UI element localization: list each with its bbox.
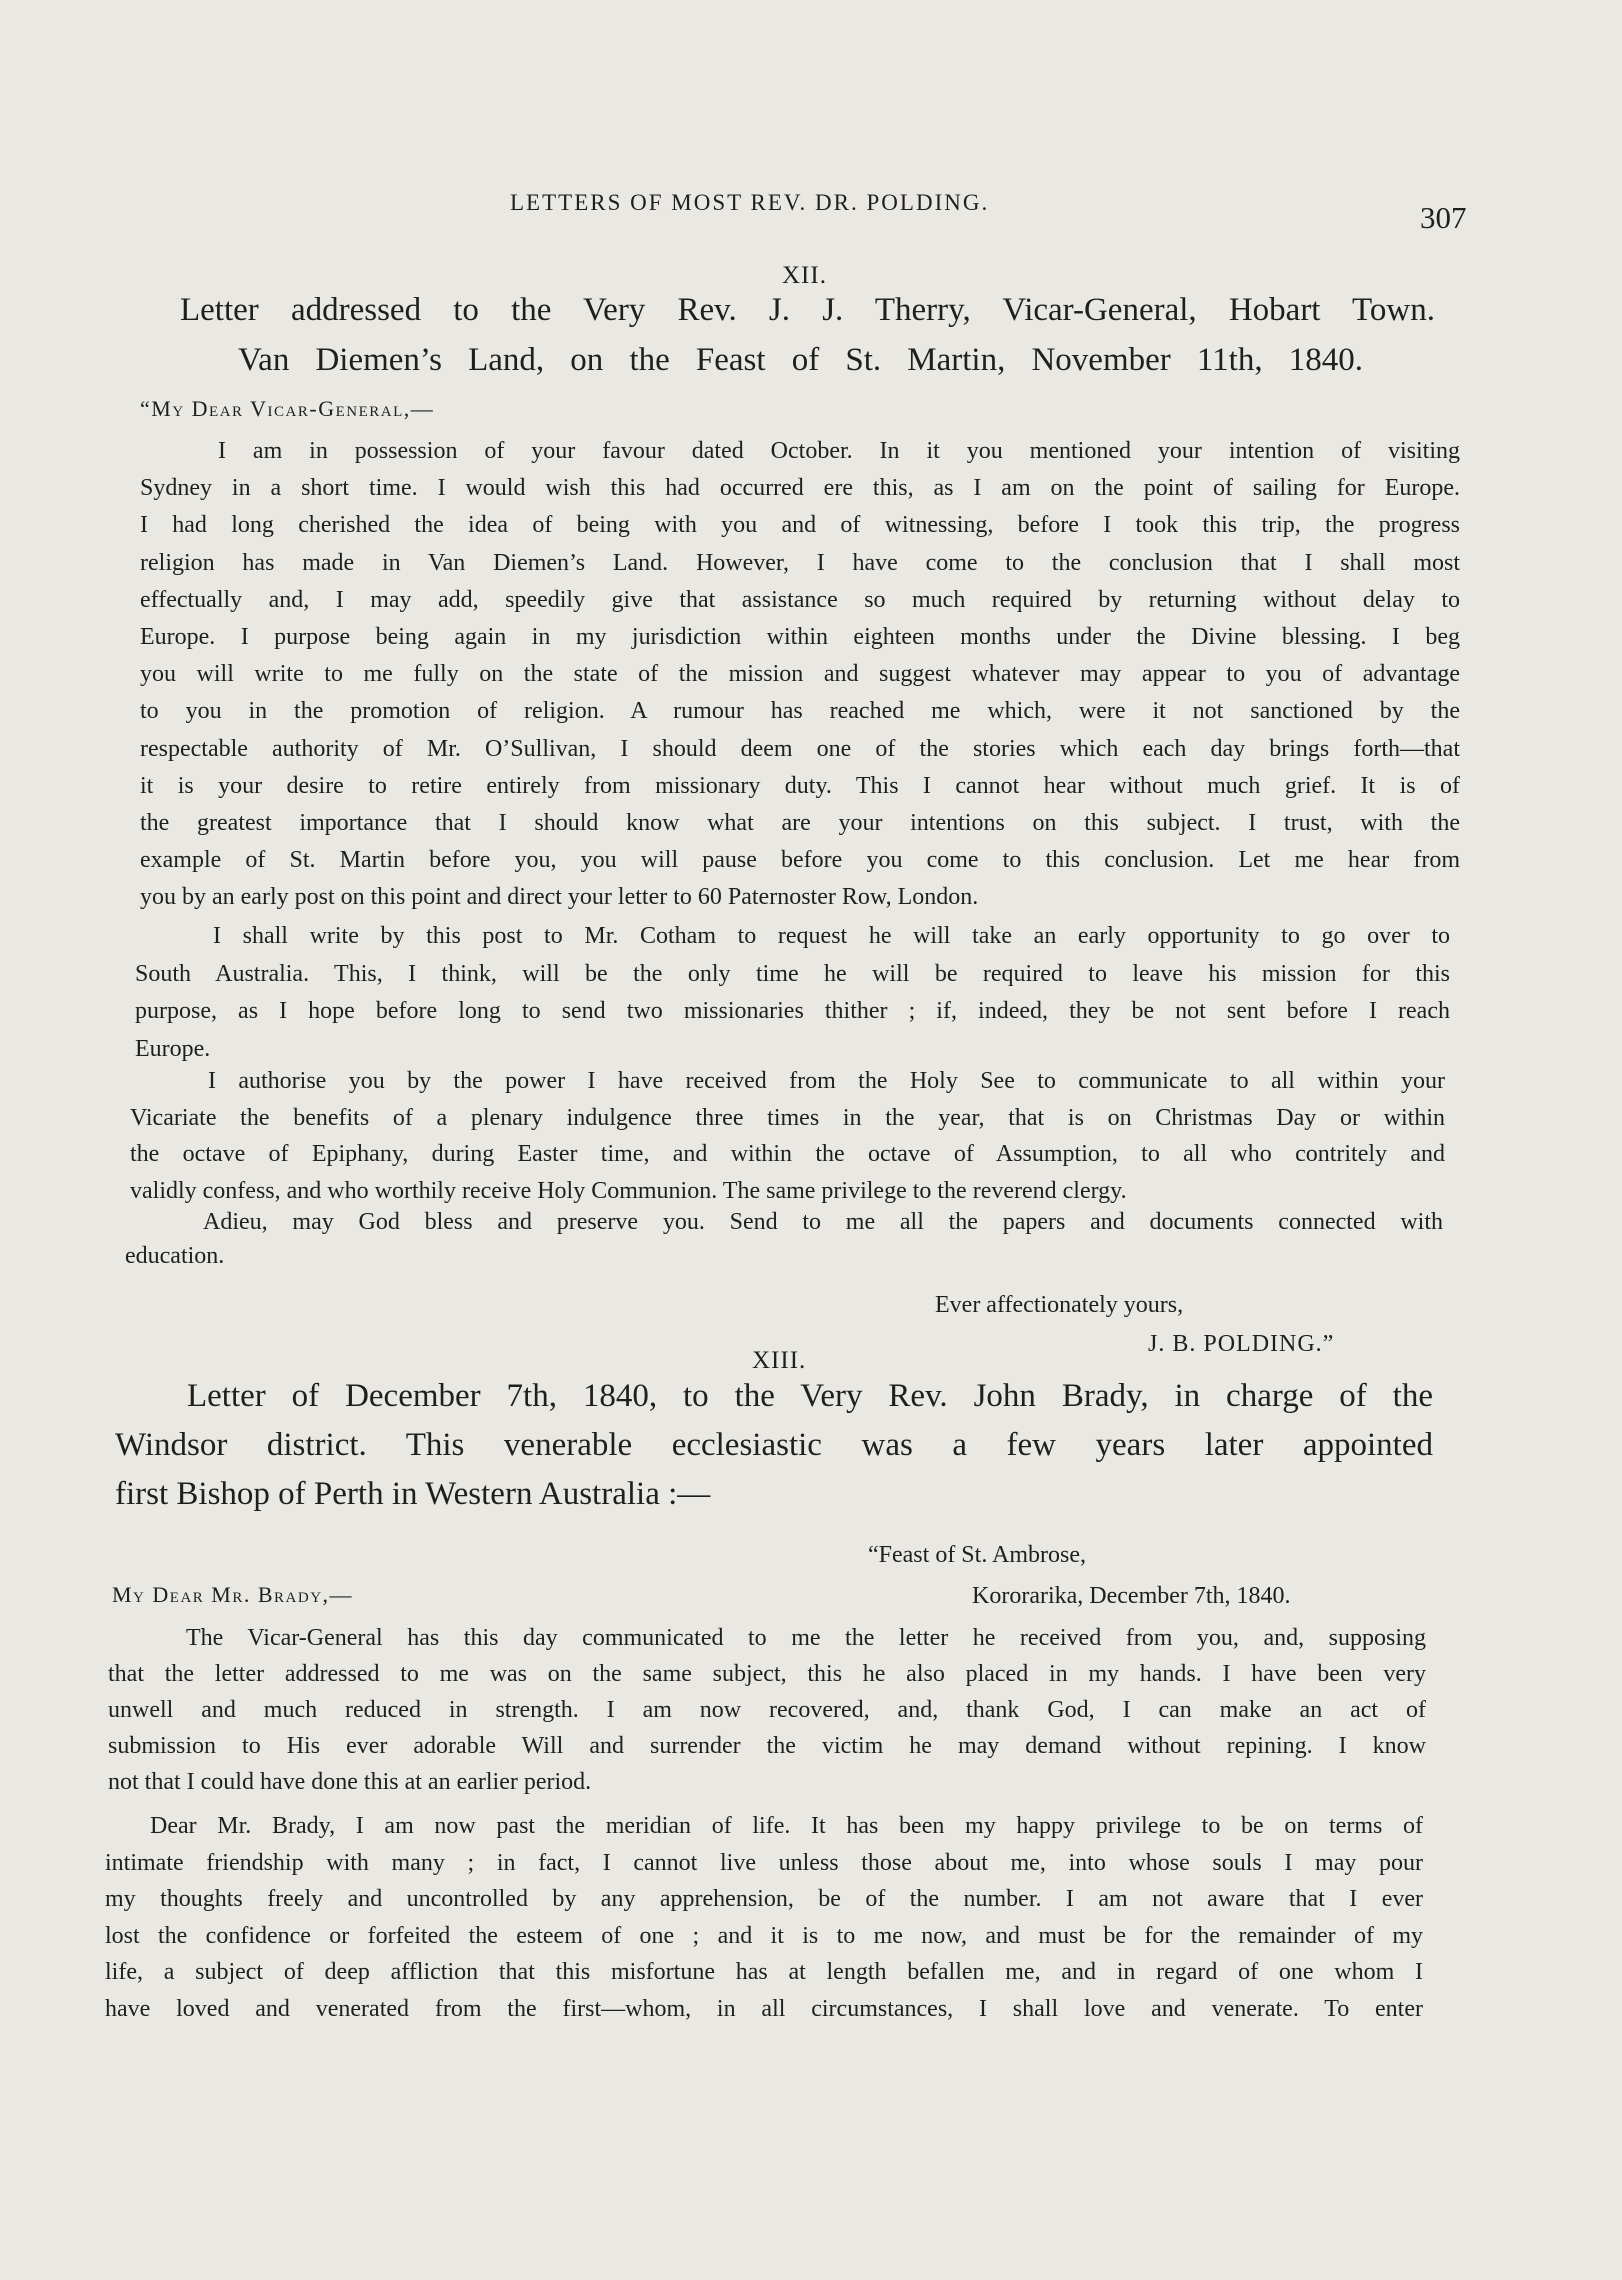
text-line: Europe. I purpose being again in my jurisdiction within eighteen months under the Divine blessing. I beg (140, 624, 1460, 651)
closing-line: Ever affectionately yours, (935, 1292, 1184, 1318)
text-line: Vicariate the benefits of a plenary indulgence three times in the year, that is on Christmas Day or within (130, 1104, 1445, 1131)
text-line: life, a subject of deep affliction that this misfortune has at length befallen me, and in regard of one whom I (105, 1959, 1423, 1985)
dateline-feast: “Feast of St. Ambrose, (868, 1542, 1086, 1568)
letter-xii-paragraph-3 (130, 1063, 1445, 1209)
running-title: LETTERS OF MOST REV. DR. POLDING. (510, 190, 990, 215)
text-line: validly confess, and who worthily receive Holy Communion. The same privilege to the reverend clergy. (130, 1177, 1127, 1204)
text-line: South Australia. This, I think, will be the only time he will be required to leave his mission for this (135, 960, 1450, 987)
text-line: respectable authority of Mr. O’Sullivan, I should deem one of the stories which each day brings forth—that (140, 735, 1460, 762)
section-numeral-xiii: XIII. (752, 1347, 807, 1374)
text-line: it is your desire to retire entirely from missionary duty. This I cannot hear without much grief. It is of (140, 772, 1460, 799)
signature: J. B. POLDING.” (1148, 1331, 1335, 1357)
text-line: Sydney in a short time. I would wish this had occurred ere this, as I am on the point of sailing for Europe. (140, 475, 1460, 502)
letter-xii-paragraph-4 (125, 1205, 1443, 1273)
text-line: effectually and, I may add, speedily give that assistance so much required by returning without delay to (140, 586, 1460, 613)
letter-xii-paragraph-1 (140, 433, 1460, 917)
text-line: Dear Mr. Brady, I am now past the meridian of life. It has been my happy privilege to be on terms of (150, 1813, 1423, 1839)
text-line: my thoughts freely and uncontrolled by any apprehension, be of the number. I am not aware that I ever (105, 1886, 1423, 1912)
heading-line: Letter addressed to the Very Rev. J. J. Therry, Vicar-General, Hobart Town. (180, 292, 1435, 328)
text-line: have loved and venerated from the first—whom, in all circumstances, I shall love and venerate. To enter (105, 1995, 1423, 2022)
text-line: you will write to me fully on the state of the mission and suggest whatever may appear to you of advantage (140, 661, 1460, 688)
text-line: example of St. Martin before you, you will pause before you come to this conclusion. Let me hear from (140, 847, 1460, 874)
letter-xiii-paragraph-1 (108, 1620, 1426, 1800)
page-number: 307 (1420, 200, 1467, 235)
text-line: to you in the promotion of religion. A rumour has reached me which, were it not sanctioned by the (140, 698, 1460, 725)
text-line: purpose, as I hope before long to send two missionaries thither ; if, indeed, they be not sent before I reach (135, 998, 1450, 1024)
dateline-place-date: Kororarika, December 7th, 1840. (972, 1583, 1291, 1609)
text-line: I authorise you by the power I have received from the Holy See to communicate to all within your (208, 1068, 1445, 1094)
text-line: the greatest importance that I should know what are your intentions on this subject. I trust, with the (140, 810, 1460, 837)
text-line: you by an early post on this point and direct your letter to 60 Paternoster Row, London. (140, 884, 979, 911)
letter-xii-heading (180, 285, 1435, 385)
salutation-mr-brady: My Dear Mr. Brady,— (112, 1582, 354, 1607)
text-line: submission to His ever adorable Will and surrender the victim he may demand without repining. I know (108, 1733, 1426, 1759)
salutation-vicar-general: “My Dear Vicar-General,— (140, 396, 435, 421)
text-line: unwell and much reduced in strength. I am now recovered, and, thank God, I can make an act of (108, 1697, 1426, 1723)
heading-line: first Bishop of Perth in Western Australia :— (115, 1476, 711, 1512)
text-line: Europe. (135, 1035, 211, 1062)
text-line: Adieu, may God bless and preserve you. Send to me all the papers and documents connected with (203, 1209, 1443, 1235)
heading-line: Van Diemen’s Land, on the Feast of St. Martin, November 11th, 1840. (238, 342, 1363, 378)
letter-xiii-paragraph-2 (105, 1808, 1423, 2027)
letter-xiii-heading (115, 1372, 1433, 1519)
text-line: I shall write by this post to Mr. Cotham to request he will take an early opportunity to go over to (213, 923, 1450, 949)
heading-line: Windsor district. This venerable ecclesiastic was a few years later appointed (115, 1427, 1433, 1463)
text-line: lost the confidence or forfeited the esteem of one ; and it is to me now, and must be for the remainder of my (105, 1922, 1423, 1949)
heading-line: Letter of December 7th, 1840, to the Very Rev. John Brady, in charge of the (187, 1378, 1433, 1414)
text-line: intimate friendship with many ; in fact, I cannot live unless those about me, into whose souls I may pour (105, 1849, 1423, 1876)
text-line: that the letter addressed to me was on the same subject, this he also placed in my hands. I have been very (108, 1661, 1426, 1687)
text-line: I had long cherished the idea of being with you and of witnessing, before I took this trip, the progress (140, 512, 1460, 539)
text-line: education. (125, 1243, 225, 1269)
section-numeral-xii: XII. (782, 262, 827, 289)
letter-xii-paragraph-2 (135, 918, 1450, 1068)
text-line: I am in possession of your favour dated October. In it you mentioned your intention of visiting (218, 438, 1460, 464)
text-line: not that I could have done this at an earlier period. (108, 1769, 592, 1795)
text-line: the octave of Epiphany, during Easter time, and within the octave of Assumption, to all who contritely and (130, 1141, 1445, 1167)
text-line: The Vicar-General has this day communicated to me the letter he received from you, and, supposing (186, 1625, 1426, 1651)
text-line: religion has made in Van Diemen’s Land. However, I have come to the conclusion that I shall most (140, 549, 1460, 576)
